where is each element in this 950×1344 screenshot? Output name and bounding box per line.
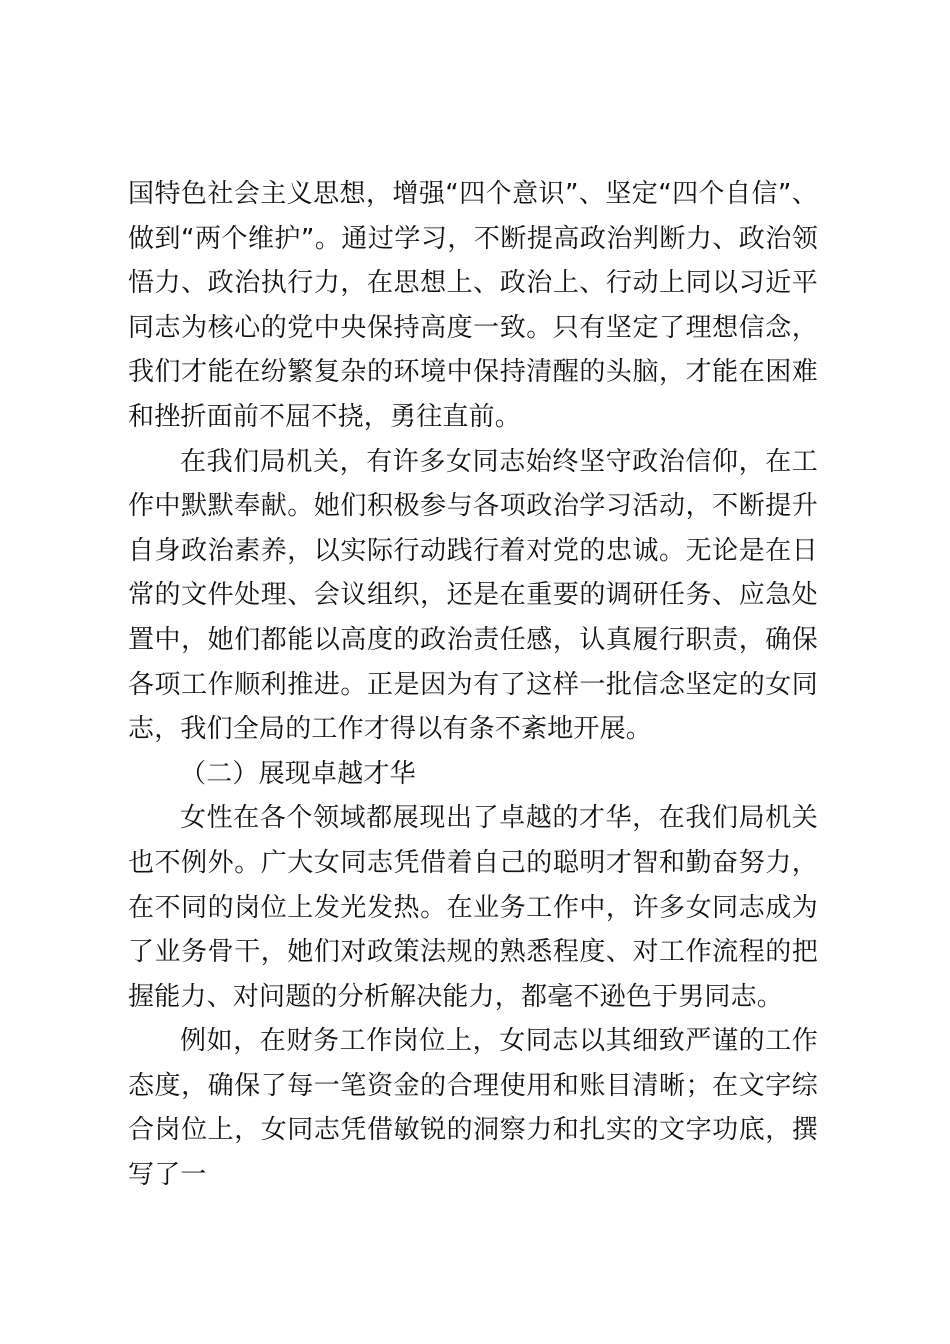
- section-heading: （二）展现卓越才华: [180, 758, 416, 789]
- paragraph: 在我们局机关，有许多女同志始终坚守政治信仰，在工作中默默奉献。她们积极参与各项政治学习活动，不断提升自身政治素养，以实际行动践行着对党的忠诚。无论是在日常的文件处理、会议组织，还是在重要的调研任务、应急处置中，她们都能以高度的政治责任感，认真履行职责，确保各项工作顺利推进。正是因为有了这样一批信念坚定的女同志，我们全局的工作才得以有条不紊地开展。: [128, 446, 818, 745]
- paragraph: 例如，在财务工作岗位上，女同志以其细致严谨的工作态度，确保了每一笔资金的合理使用和账目清晰；在文字综合岗位上，女同志凭借敏锐的洞察力和扎实的文字功底，撰写了一: [128, 1026, 818, 1191]
- document-body: [128, 172, 818, 1198]
- paragraph: 女性在各个领域都展现出了卓越的才华，在我们局机关也不例外。广大女同志凭借着自己的聪明才智和勤奋努力，在不同的岗位上发光发热。在业务工作中，许多女同志成为了业务骨干，她们对政策法规的熟悉程度、对工作流程的把握能力、对问题的分析解决能力，都毫不逊色于男同志。: [128, 803, 818, 1012]
- paragraph-continued: 国特色社会主义思想，增强“四个意识”、坚定“四个自信”、做到“两个维护”。通过学习，不断提高政治判断力、政治领悟力、政治执行力，在思想上、政治上、行动上同以习近平同志为核心的党中央保持高度一致。只有坚定了理想信念，我们才能在纷繁复杂的环境中保持清醒的头脑，才能在困难和挫折面前不屈不挠，勇往直前。: [128, 179, 818, 432]
